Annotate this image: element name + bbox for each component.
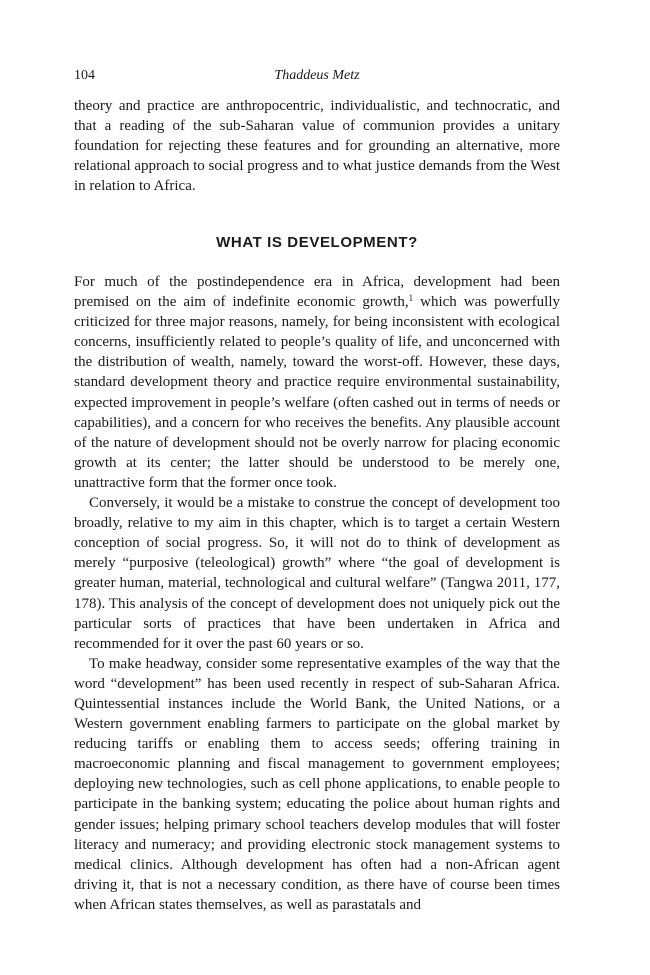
paragraph-1-text-start: For much of the postindependence era in Africa, development had been premised on the aim of indefinite economic growth, [74,274,560,311]
section-body [74,272,560,915]
footnote-marker[interactable]: 1 [408,293,414,304]
running-head: Thaddeus Metz [274,68,360,83]
intro-paragraph-block [74,96,560,196]
intro-paragraph: theory and practice are anthropocentric, individualistic, and technocratic, and that a reading of the sub-Saharan value of communion provides a unitary foundation for rejecting these features and for grounding an alternative, more relational approach to social progress and to what justice demands from the West in relation to Africa. [74,98,560,195]
section-heading: WHAT IS DEVELOPMENT? [216,234,418,251]
page-number: 104 [74,68,95,83]
body-paragraph-1 [74,272,560,493]
body-paragraph-3: To make headway, consider some representative examples of the way that the word “development” has been used recently in respect of sub-Saharan Africa. Quintessential instances include the World Bank, the United Nations, or a Western government enabling farmers to participate on the global market by reducing tariffs or enabling them to access seeds; offering training in macroeconomic planning and fiscal management to government employees; deploying new technologies, such as cell phone applications, to enable people to participate in the banking system; educating the police about human rights and gender issues; helping primary school teachers develop modules that will foster literacy and numeracy; and providing electronic stock management systems to medical clinics. Although development has often had a non-African agent driving it, that is not a necessary condition, as there have of course been times when African states themselves, as well as parastatals and [74,655,560,913]
page-header [74,66,560,86]
paragraph-1-text-end: which was powerfully criticized for three major reasons, namely, for being inconsistent with ecological concerns, insufficiently related to people’s quality of life, and unconcerned with the distribution of wealth, namely, toward the worst-off. However, these days, standard development theory and practice require environmental sustainability, expected improvement in people’s welfare (often cashed out in terms of needs or capabilities), and a concern for who receives the benefits. Any plausible account of the nature of development should not be overly narrow for placing economic growth at its center; the latter should be understood to be merely one, unattractive form that the former once took. [74,294,560,491]
body-paragraph-2: Conversely, it would be a mistake to construe the concept of development too broadly, relative to my aim in this chapter, which is to target a certain Western conception of social progress. So, it will not do to think of development as merely “purposive (teleological) growth” where “the goal of development is greater human, material, technological and cultural welfare” (Tangwa 2011, 177, 178). This analysis of the concept of development does not uniquely pick out the particular sorts of practices that have been undertaken in Africa and recommended for it over the past 60 years or so. [74,495,560,652]
